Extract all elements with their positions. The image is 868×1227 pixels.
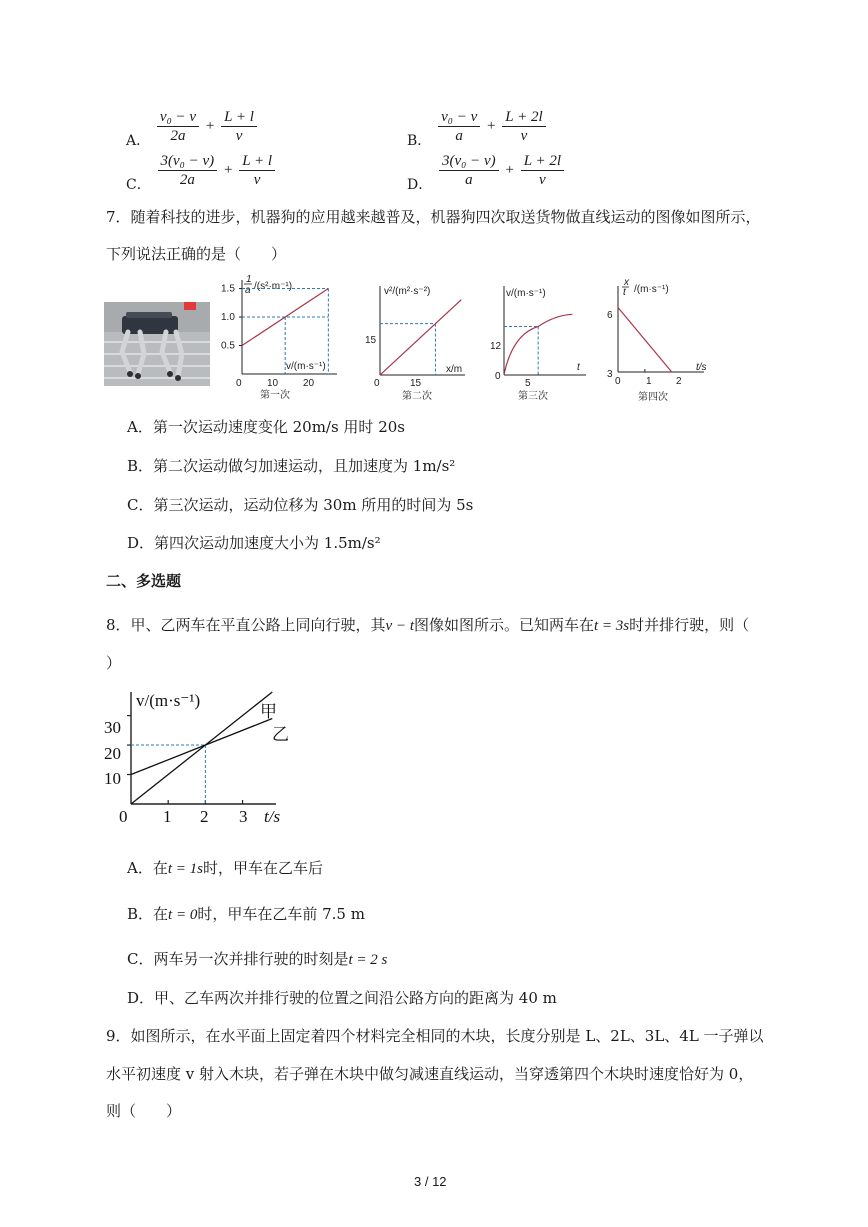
fraction: $\frac{L + 2l}{v}$ [521, 152, 564, 189]
prev-option-a: A． $\frac{\text{v₀ − v}}{2a}$ + $\frac{L + l}{v}$ [126, 108, 257, 145]
option-letter: A． [126, 132, 151, 149]
series-label-yi: 乙 [272, 725, 289, 744]
x-axis-label: t [577, 362, 580, 373]
q8-option-a[interactable]: A．在t = 1s时，甲车在乙车后 [127, 859, 323, 877]
y-tick-30: 30 [104, 718, 121, 737]
svg-text:1: 1 [246, 274, 252, 285]
y-tick-20: 20 [104, 744, 121, 763]
svg-text:x: x [624, 278, 629, 288]
x-tick-2: 2 [200, 807, 209, 826]
q7-option-d[interactable]: D．第四次运动加速度大小为 1.5m/s² [127, 534, 381, 552]
section-title: 二、多选题 [106, 572, 182, 590]
chart-2 [360, 282, 472, 402]
x-tick-10: 10 [267, 378, 279, 389]
q7-option-c[interactable]: C．第三次运动，运动位移为 30m 所用的时间为 5s [127, 496, 474, 514]
prev-option-d: D． $\frac{\text{3(v₀ − v)}}{a}$ + $\frac{L + 2l}{v}$ [407, 152, 564, 189]
page-number: 3 / 12 [414, 1174, 447, 1189]
q9-stem-line1: 9．如图所示，在水平面上固定着四个材料完全相同的木块，长度分别是 L、2L、3L、4L 一子弹以 [106, 1027, 764, 1045]
y-label [244, 274, 292, 296]
y-tick-12: 12 [490, 341, 502, 352]
fraction: $\frac{\text{v₀ − v}}{a}$ [438, 108, 480, 145]
x-axis-label: t/s [696, 362, 707, 373]
x-tick-1: 1 [163, 807, 172, 826]
prev-option-b: B． $\frac{\text{v₀ − v}}{a}$ + $\frac{L + 2l}{v}$ [407, 108, 546, 145]
x-tick-15: 15 [410, 378, 422, 389]
chart-5 [100, 686, 300, 828]
q8-option-d[interactable]: D．甲、乙车两次并排行驶的位置之间沿公路方向的距离为 40 m [127, 989, 557, 1007]
data-line [618, 308, 672, 373]
q7-option-b[interactable]: B．第二次运动做匀加速运动，且加速度为 1m/s² [127, 457, 456, 475]
chart-caption: 第三次 [518, 391, 548, 402]
x-tick-0: 0 [236, 378, 242, 389]
chart-caption: 第二次 [402, 391, 432, 402]
fraction: $\frac{\text{3(v₀ − v)}}{2a}$ [158, 152, 218, 189]
y-tick-15: 15 [365, 335, 377, 346]
chart-caption: 第一次 [260, 390, 290, 401]
math-vt: v − t [385, 618, 414, 634]
q7-stem-line1: 7．随着科技的进步，机器狗的应用越来越普及，机器狗四次取送货物做直线运动的图像如图所示， [106, 208, 761, 226]
svg-text:t: t [623, 287, 626, 298]
y-axis-label: v²/(m²·s⁻²) [384, 286, 431, 297]
option-letter: C． [126, 176, 151, 193]
y-tick-label: 0.5 [221, 340, 235, 352]
y-axis-label: v/(m·s⁻¹) [136, 691, 201, 710]
y-tick-6: 6 [607, 310, 613, 321]
y-tick-label: 1.0 [221, 312, 235, 324]
fraction: $\frac{\text{v₀ − v}}{2a}$ [157, 108, 199, 145]
q7-stem-line2: 下列说法正确的是（ ） [106, 245, 287, 263]
data-curve [504, 314, 572, 375]
svg-text:a: a [245, 285, 251, 296]
y-label [622, 278, 669, 298]
chart-3 [490, 282, 590, 402]
svg-text:/(m·s⁻¹): /(m·s⁻¹) [634, 284, 669, 295]
robot-dog-photo [104, 302, 210, 386]
x-axis-label: v/(m·s⁻¹) [286, 361, 326, 372]
x-tick-0: 0 [119, 807, 128, 826]
fraction: $\frac{L + l}{v}$ [239, 152, 275, 189]
q8-stem-line2: ） [106, 654, 122, 672]
x-tick-2: 2 [676, 376, 682, 387]
series-line-yi [131, 719, 272, 775]
x-tick-3: 3 [239, 807, 248, 826]
fraction: $\frac{L + l}{v}$ [221, 108, 257, 145]
prev-option-c: C． $\frac{\text{3(v₀ − v)}}{2a}$ + $\frac{L + l}{v}$ [126, 152, 275, 189]
chart-4 [604, 278, 710, 402]
chart-1 [212, 274, 342, 402]
x-tick-0: 0 [615, 376, 621, 387]
x-axis-label: x/m [446, 364, 463, 375]
x-tick-0: 0 [495, 371, 501, 382]
q7-option-a[interactable]: A．第一次运动速度变化 20m/s 用时 20s [127, 418, 405, 436]
x-tick-0: 0 [374, 378, 380, 389]
x-axis-label: t/s [264, 807, 281, 826]
q9-stem-line3: 则（ ） [106, 1102, 182, 1120]
y-tick-10: 10 [104, 769, 121, 788]
x-tick-1: 1 [646, 376, 652, 387]
svg-text:/(s²·m⁻¹): /(s²·m⁻¹) [254, 281, 293, 292]
y-tick-label: 1.5 [221, 283, 235, 295]
x-tick-5: 5 [525, 378, 531, 389]
y-tick-3: 3 [607, 369, 613, 380]
fraction: $\frac{L + 2l}{v}$ [502, 108, 545, 145]
q9-stem-line2: 水平初速度 v 射入木块，若子弹在木块中做匀减速直线运动，当穿透第四个木块时速度恰好为 0， [106, 1065, 754, 1083]
fraction: $\frac{\text{3(v₀ − v)}}{a}$ [439, 152, 499, 189]
option-letter: B． [407, 132, 432, 149]
chart-caption: 第四次 [638, 392, 668, 402]
q8-option-c[interactable]: C．两车另一次并排行驶的时刻是t = 2 s [127, 950, 388, 968]
x-tick-20: 20 [303, 378, 315, 389]
math-t3: t = 3s [594, 618, 630, 634]
q8-stem-line1: 8．甲、乙两车在平直公路上同向行驶，其v − t图像如图所示。已知两车在t = 3s时并排行驶，则（ [106, 616, 750, 634]
y-axis-label: v/(m·s⁻¹) [506, 288, 546, 299]
series-label-jia: 甲 [260, 702, 277, 721]
q8-option-b[interactable]: B．在t = 0时，甲车在乙车前 7.5 m [127, 905, 365, 923]
option-letter: D． [407, 176, 433, 193]
